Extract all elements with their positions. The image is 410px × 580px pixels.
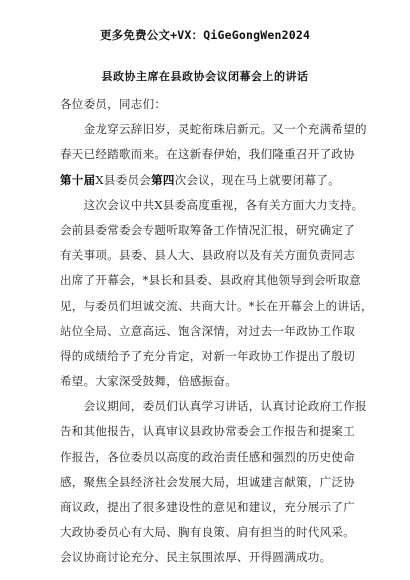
paragraph-line: 作报告，各位委员以高度的政治责任感和强烈的历史使命 — [60, 449, 355, 464]
paragraph-line: 得的成绩给予了充分肯定，对新一年政协工作提出了殷切 — [60, 348, 355, 363]
paragraph-line: 见，与委员们坦诚交流、共商大计。*长在开幕会上的讲话， — [60, 298, 373, 313]
paragraph-line: 这次会议中共X县委高度重视，各有关方面大力支持。 — [60, 197, 364, 212]
bold-text: 第十届 — [60, 172, 96, 187]
paragraph-line: 会议协商讨论充分、民主氛围浓厚、开得圆满成功。 — [60, 550, 332, 565]
salutation-line: 各位委员，同志们： — [60, 97, 167, 111]
paragraph-line: 大政协委员心有大局、胸有良策、肩有担当的时代风采。 — [60, 525, 355, 540]
paragraph-line: 感，聚焦全县经济社会发展大局，坦诚建言献策，广泛协 — [60, 474, 355, 489]
paragraph-line: 会议期间，委员们认真学习讲话，认真讨论政府工作报 — [60, 399, 367, 414]
paragraph-text: 次会议，现在马上就要闭幕了。 — [174, 172, 340, 187]
paragraph-line: 商议政，提出了很多建设性的意见和建议，充分展示了广 — [60, 500, 355, 514]
paragraph-line: 会前县委常委会专题听取筹备工作情况汇报，研究确定了 — [60, 222, 355, 237]
paragraph-line: 春天已经踏歌而来。在这新春伊始，我们隆重召开了政协 — [60, 147, 355, 162]
document-title: 县政协主席在县政协会议闭幕会上的讲话 — [101, 70, 309, 83]
paragraph-line — [60, 168, 360, 193]
paragraph-line: 告和其他报告，认真审议县政协常委会工作报告和提案工 — [60, 424, 355, 439]
bold-text: 第四 — [151, 172, 175, 187]
paragraph-line: 金龙穿云辞旧岁，灵蛇衔珠启新元。又一个充满希望的 — [60, 122, 367, 137]
paragraph-line: 出席了开幕会，*县长和县委、县政府其他领导到会听取意 — [60, 273, 362, 288]
document-body — [60, 92, 373, 571]
paragraph-line: 希望。大家深受鼓舞，倍感振奋。 — [60, 374, 237, 389]
promo-banner: 更多免费公文+VX：QiGeGongWen2024 — [99, 28, 311, 42]
paragraph-text: X县委员会 — [95, 172, 152, 187]
paragraph-line: 站位全局、立意高远、饱含深情，对过去一年政协工作取 — [60, 323, 355, 338]
paragraph-line: 有关事项。县委、县人大、县政府以及有关方面负责同志 — [60, 248, 355, 263]
